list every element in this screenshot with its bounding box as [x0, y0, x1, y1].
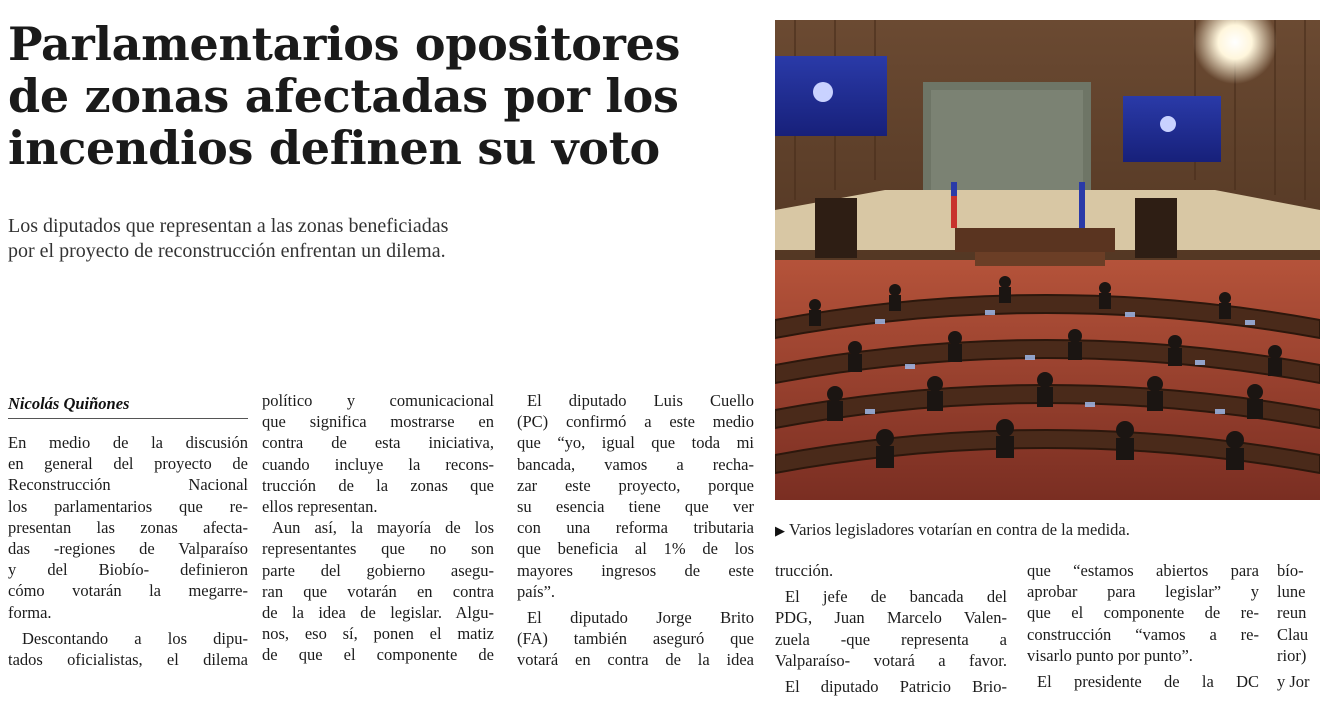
body-line: reun: [1277, 603, 1307, 623]
body-line: que el componente de re-: [1027, 603, 1259, 623]
body-line: los parlamentarios que re-: [8, 496, 248, 516]
author-byline: Nicolás Quiñones: [8, 394, 248, 419]
body-column-6: [1277, 560, 1320, 692]
body-line: El jefe de bancada del: [785, 587, 1007, 607]
body-line: tados oficialistas, el dilema: [8, 650, 248, 670]
body-line: zar este proyecto, porque: [517, 475, 754, 495]
body-line: trucción de la zonas que: [262, 475, 494, 495]
body-line: das -regiones de Valparaíso: [8, 539, 248, 559]
body-line: PDG, Juan Marcelo Valen-: [775, 608, 1007, 628]
body-line: en general del proyecto de: [8, 454, 248, 474]
article-headline: [8, 18, 748, 174]
headline-line: incendios definen su voto: [8, 121, 660, 175]
body-line: (PC) confirmó a este medio: [517, 412, 754, 432]
body-line: visarlo punto por punto”.: [1027, 645, 1193, 665]
body-line: bío-: [1277, 561, 1304, 580]
body-line: trucción.: [775, 561, 834, 580]
body-line: Reconstrucción Nacional: [8, 475, 248, 495]
body-line: ran que votarán en contra: [262, 581, 494, 601]
body-line: mayores ingresos de este: [517, 560, 754, 580]
body-line: que significa mostrarse en: [262, 412, 494, 432]
body-line: construcción “vamos a re-: [1027, 624, 1259, 644]
body-line: país”.: [517, 581, 556, 601]
subheadline-line: Los diputados que representan a las zonas beneficiadas: [8, 215, 449, 237]
body-line: zuela -que representa a: [775, 629, 1007, 649]
headline-line: de zonas afectadas por los: [8, 69, 679, 123]
body-line: bancada, vamos a recha-: [517, 454, 754, 474]
photo-caption: [775, 519, 1320, 541]
body-line: Valparaíso- votará a favor.: [775, 650, 1007, 670]
body-line: (FA) también aseguró que: [517, 629, 754, 649]
body-line: rior): [1277, 645, 1307, 665]
body-column-3: [517, 390, 754, 671]
body-line: su esencia tiene que ver: [517, 497, 754, 517]
body-line: de que el componente de: [262, 645, 494, 665]
body-line: cuando incluye la recons-: [262, 454, 494, 474]
body-line: parte del gobierno asegu-: [262, 560, 494, 580]
body-line: votará en contra de la idea: [517, 650, 754, 670]
body-line: Aun así, la mayoría de los: [272, 518, 494, 538]
body-line: que beneficia al 1% de los: [517, 539, 754, 559]
body-column-5: [1027, 560, 1259, 692]
body-line: ellos representan.: [262, 497, 378, 517]
body-line: político y comunicacional: [262, 391, 494, 410]
subheadline-line: por el proyecto de reconstrucción enfrentan un dilema.: [8, 240, 446, 262]
body-line: El diputado Luis Cuello: [527, 391, 754, 410]
body-line: aprobar para legislar” y: [1027, 582, 1259, 602]
body-line: de la idea de legislar. Algu-: [262, 603, 494, 623]
body-line: El diputado Patricio Brio-: [785, 677, 1007, 697]
body-line: forma.: [8, 602, 52, 622]
body-line: que “yo, igual que toda mi: [517, 433, 754, 453]
body-column-2: [262, 390, 494, 666]
caption-text: Varios legisladores votarían en contra de la medida.: [789, 520, 1130, 539]
body-line: presentan las zonas afecta-: [8, 517, 248, 537]
headline-line: Parlamentarios opositores: [8, 17, 681, 71]
body-line: En medio de la discusión: [8, 433, 248, 452]
caption-arrow-icon: ▶: [775, 523, 785, 538]
body-line: y del Biobío- definieron: [8, 560, 248, 580]
article-subheadline: [8, 214, 748, 264]
parliament-chamber-photo: [775, 20, 1320, 500]
body-line: cómo votarán la megarre-: [8, 581, 248, 601]
body-line: El presidente de la DC: [1037, 672, 1259, 692]
body-line: El diputado Jorge Brito: [527, 608, 754, 628]
body-line: representantes que no son: [262, 539, 494, 559]
body-line: lune: [1277, 582, 1306, 602]
body-line: con una reforma tributaria: [517, 518, 754, 538]
body-column-1: [8, 432, 248, 670]
body-line: Descontando a los dipu-: [22, 628, 248, 648]
body-line: y Jor: [1277, 672, 1310, 692]
body-line: Clau: [1277, 624, 1309, 644]
body-line: nos, eso sí, ponen el matiz: [262, 624, 494, 644]
body-column-4: [775, 560, 1007, 697]
body-line: contra de esta iniciativa,: [262, 433, 494, 453]
body-line: que “estamos abiertos para: [1027, 561, 1259, 580]
